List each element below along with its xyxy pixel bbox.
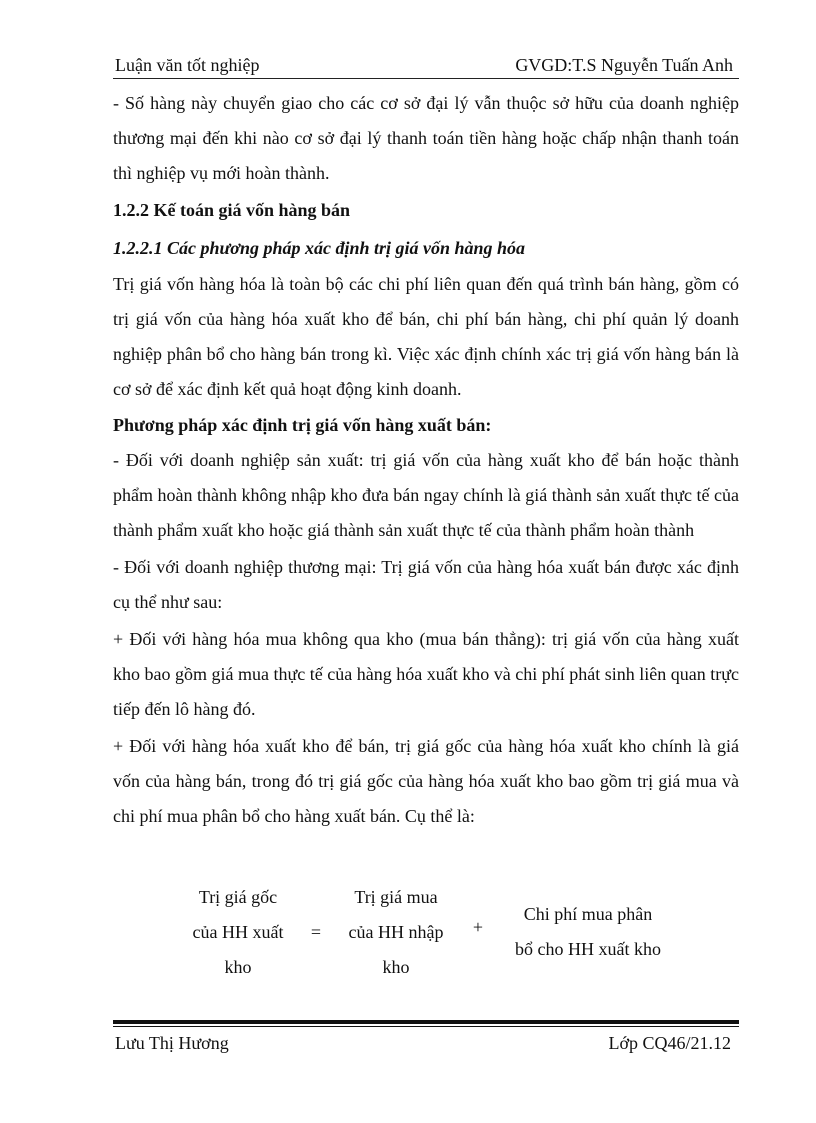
formula-term2-line3: kho [382, 957, 410, 977]
footer-author: Lưu Thị Hương [115, 1033, 229, 1053]
cost-formula [113, 880, 739, 980]
paragraph-warehouse-goods: + Đối với hàng hóa xuất kho để bán, trị giá gốc của hàng hóa xuất kho chính là giá vốn của hàng bán, trong đó trị giá gốc của hàng hóa xuất kho bao gồm trị giá mua và chi phí mua phân bổ cho hàng xuất bán. Cụ thể là: [113, 736, 739, 826]
page-header [113, 52, 739, 79]
section-heading: 1.2.2 Kế toán giá vốn hàng bán [113, 200, 351, 220]
formula-term3-line2: bổ cho HH xuất kho [515, 939, 661, 959]
formula-term3-line1: Chi phí mua phân [523, 904, 653, 924]
header-advisor: GVGD:T.S Nguyễn Tuấn Anh [515, 55, 733, 75]
formula-term-purchase-price [331, 880, 461, 985]
formula-term-allocated-cost [498, 897, 678, 967]
footer-rule [113, 1020, 739, 1027]
method-heading: Phương pháp xác định trị giá vốn hàng xuất bán: [113, 415, 492, 435]
formula-term2-line1: Trị giá mua [354, 887, 438, 907]
paragraph-agency-goods: - Số hàng này chuyển giao cho các cơ sở đại lý vẫn thuộc sở hữu của doanh nghiệp thương mại đến khi nào cơ sở đại lý thanh toán tiền hàng hoặc chấp nhận thanh toán thì nghiệp vụ mới hoàn thành. [113, 93, 739, 183]
header-thesis-title: Luận văn tốt nghiệp [115, 55, 260, 75]
formula-term2-line2: của HH nhập [348, 922, 444, 942]
paragraph-manufacturing: - Đối với doanh nghiệp sản xuất: trị giá vốn của hàng xuất kho để bán hoặc thành phẩm hoàn thành không nhập kho đưa bán ngay chính là giá thành sản xuất thực tế của thành phẩm xuất kho hoặc giá thành sản xuất thực tế của thành phẩm hoàn thành [113, 450, 739, 540]
document-body [113, 86, 739, 834]
formula-term1-line3: kho [224, 957, 252, 977]
formula-term1-line1: Trị giá gốc [198, 887, 278, 907]
footer-rule-thin [113, 1026, 739, 1027]
paragraph-cost-definition: Trị giá vốn hàng hóa là toàn bộ các chi phí liên quan đến quá trình bán hàng, gồm có trị giá vốn của hàng hóa xuất kho để bán, chi phí bán hàng, chi phí quản lý doanh nghiệp phân bổ cho hàng bán trong kì. Việc xác định chính xác trị giá vốn hàng bán là cơ sở để xác định kết quả hoạt động kinh doanh. [113, 274, 739, 399]
subsection-heading: 1.2.2.1 Các phương pháp xác định trị giá vốn hàng hóa [113, 238, 526, 258]
paragraph-direct-purchase: + Đối với hàng hóa mua không qua kho (mua bán thẳng): trị giá vốn của hàng xuất kho bao gồm giá mua thực tế của hàng hóa xuất kho và chi phí phát sinh liên quan trực tiếp đến lô hàng đó. [113, 629, 739, 719]
footer-rule-thick [113, 1020, 739, 1024]
formula-equals: = [310, 922, 322, 942]
footer-class: Lớp CQ46/21.12 [608, 1033, 731, 1053]
formula-term1-line2: của HH xuất [192, 922, 284, 942]
paragraph-commercial: - Đối với doanh nghiệp thương mại: Trị giá vốn của hàng hóa xuất bán được xác định cụ thể như sau: [113, 557, 739, 612]
formula-plus: + [472, 917, 484, 937]
formula-term-original-cost [173, 880, 303, 985]
